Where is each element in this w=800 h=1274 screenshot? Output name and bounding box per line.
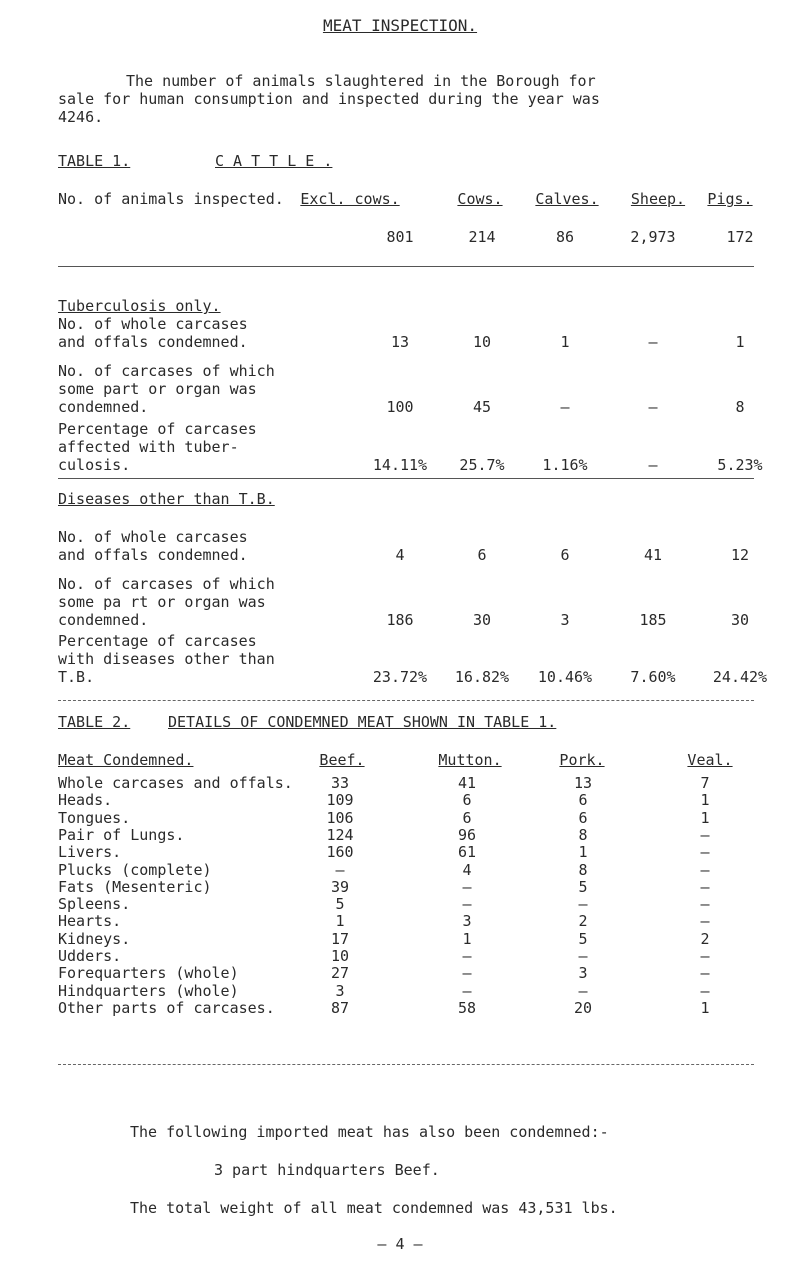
table-cell: 20: [573, 998, 593, 1017]
cell-value: 8: [735, 398, 745, 416]
table-row-label: Heads.: [58, 791, 113, 810]
table-cell: 109: [326, 791, 354, 810]
table-cell: –: [462, 877, 472, 896]
inspected-value: 2,973: [630, 228, 676, 246]
table-cell: 1: [700, 808, 710, 827]
cell-value: 10.46%: [537, 668, 593, 686]
inspected-value: 214: [468, 228, 496, 246]
table-cell: 1: [700, 998, 710, 1017]
table-cell: –: [335, 860, 345, 879]
cell-value: 1.16%: [542, 456, 588, 474]
table-cell: 160: [326, 843, 354, 862]
column-header: Mutton.: [438, 751, 502, 769]
table-cell: 1: [335, 912, 345, 931]
cell-value: 12: [730, 546, 750, 564]
column-header: Beef.: [319, 751, 365, 769]
cell-value: 5.23%: [717, 456, 763, 474]
row-label: and offals condemned.: [58, 333, 248, 351]
table-row-label: Fats (Mesenteric): [58, 877, 212, 896]
table-cell: 6: [462, 808, 472, 827]
table-cell: –: [462, 981, 472, 1000]
table2-header-label: Meat Condemned.: [58, 751, 194, 769]
cell-value: 3: [560, 611, 570, 629]
table-cell: –: [700, 981, 710, 1000]
row-label: with diseases other than: [58, 650, 275, 668]
inspected-value: 172: [726, 228, 754, 246]
table-cell: –: [462, 895, 472, 914]
cell-value: 1: [560, 333, 570, 351]
footer-line-3: The total weight of all meat condemned was 43,531 lbs.: [130, 1199, 618, 1217]
cell-value: 10: [472, 333, 492, 351]
cell-value: –: [560, 398, 570, 416]
table-row-label: Livers.: [58, 843, 122, 862]
other-diseases-heading: Diseases other than T.B.: [58, 490, 275, 508]
table-cell: –: [700, 860, 710, 879]
table-cell: 1: [700, 791, 710, 810]
table2-title: DETAILS OF CONDEMNED MEAT SHOWN IN TABLE 1.: [168, 713, 557, 731]
table-cell: –: [700, 877, 710, 896]
table-row-label: Hearts.: [58, 912, 122, 931]
table-cell: 3: [578, 964, 588, 983]
table-cell: 5: [335, 895, 345, 914]
table-cell: 6: [578, 791, 588, 810]
divider: [58, 1064, 754, 1065]
table-cell: 8: [578, 825, 588, 844]
table-cell: 1: [578, 843, 588, 862]
row-label: Percentage of carcases: [58, 420, 257, 438]
row-label: No. of whole carcases: [58, 528, 248, 546]
row-label: and offals condemned.: [58, 546, 248, 564]
row-label: T.B.: [58, 668, 95, 686]
cell-value: 4: [395, 546, 405, 564]
divider: [58, 700, 754, 701]
cell-value: 7.60%: [630, 668, 676, 686]
table-row-label: Pair of Lungs.: [58, 825, 185, 844]
row-label: Percentage of carcases: [58, 632, 257, 650]
table-cell: –: [700, 964, 710, 983]
cell-value: –: [648, 398, 658, 416]
table-row-label: Other parts of carcases.: [58, 998, 275, 1017]
table-cell: 27: [330, 964, 350, 983]
column-header: Calves.: [535, 190, 599, 208]
column-header: Pork.: [559, 751, 605, 769]
cell-value: –: [648, 456, 658, 474]
table-cell: 4: [462, 860, 472, 879]
row-label: No. of carcases of which: [58, 575, 275, 593]
cell-value: 41: [643, 546, 663, 564]
table-cell: 3: [462, 912, 472, 931]
cell-value: 16.82%: [454, 668, 510, 686]
cell-value: 45: [472, 398, 492, 416]
table-cell: 2: [700, 929, 710, 948]
cell-value: 6: [477, 546, 487, 564]
cell-value: 13: [390, 333, 410, 351]
cell-value: 100: [386, 398, 414, 416]
table-cell: 106: [326, 808, 354, 827]
table-row-label: Kidneys.: [58, 929, 131, 948]
row-label: affected with tuber-: [58, 438, 239, 456]
intro-line-1: The number of animals slaughtered in the Borough for: [126, 72, 596, 90]
table-row-label: Tongues.: [58, 808, 131, 827]
inspected-value: 86: [555, 228, 575, 246]
cell-value: 6: [560, 546, 570, 564]
divider: [58, 478, 754, 479]
table-cell: 17: [330, 929, 350, 948]
table-cell: 41: [457, 774, 477, 792]
cell-value: 14.11%: [372, 456, 428, 474]
table-cell: 5: [578, 877, 588, 896]
table-row-label: Spleens.: [58, 895, 131, 914]
row-label: culosis.: [58, 456, 131, 474]
cell-value: 30: [730, 611, 750, 629]
table-cell: 33: [330, 774, 350, 792]
table-cell: 5: [578, 929, 588, 948]
table-cell: –: [462, 964, 472, 983]
table-cell: 61: [457, 843, 477, 862]
table-cell: 39: [330, 877, 350, 896]
table-row-label: Plucks (complete): [58, 860, 212, 879]
row-label: some pa rt or organ was: [58, 593, 266, 611]
table-cell: 6: [578, 808, 588, 827]
footer-line-1: The following imported meat has also been condemned:-: [130, 1123, 609, 1141]
divider: [58, 266, 754, 267]
table-cell: 2: [578, 912, 588, 931]
intro-line-3: 4246.: [58, 108, 104, 126]
tb-heading: Tuberculosis only.: [58, 297, 221, 315]
table-cell: 10: [330, 947, 350, 965]
table-cell: 1: [462, 929, 472, 948]
table-cell: 8: [578, 860, 588, 879]
cell-value: 186: [386, 611, 414, 629]
page-number: – 4 –: [377, 1235, 423, 1253]
table-cell: 87: [330, 998, 350, 1017]
table-row-label: Whole carcases and offals.: [58, 774, 293, 792]
table1-heading: C A T T L E .: [215, 152, 333, 170]
table-cell: 6: [462, 791, 472, 810]
table-cell: –: [700, 895, 710, 914]
cell-value: 25.7%: [459, 456, 505, 474]
table2-label: TABLE 2.: [58, 713, 131, 731]
column-header: Pigs.: [707, 190, 753, 208]
intro-line-2: sale for human consumption and inspected during the year was: [58, 90, 600, 108]
row-label: condemned.: [58, 611, 149, 629]
cell-value: 185: [639, 611, 667, 629]
table-cell: –: [578, 947, 588, 965]
table-row-label: Hindquarters (whole): [58, 981, 239, 1000]
table-row-label: Forequarters (whole): [58, 964, 239, 983]
cell-value: 23.72%: [372, 668, 428, 686]
table-cell: –: [578, 895, 588, 914]
table-cell: –: [700, 947, 710, 965]
table-row-label: Udders.: [58, 947, 122, 965]
column-header: Sheep.: [630, 190, 686, 208]
page-title: MEAT INSPECTION.: [322, 16, 478, 35]
cell-value: 24.42%: [712, 668, 768, 686]
row-label: No. of carcases of which: [58, 362, 275, 380]
table1-label: TABLE 1.: [58, 152, 131, 170]
table-cell: 58: [457, 998, 477, 1017]
column-header: Cows.: [457, 190, 503, 208]
row-label: condemned.: [58, 398, 149, 416]
column-header: Veal.: [687, 751, 733, 769]
table-cell: 13: [573, 774, 593, 792]
row-label: No. of whole carcases: [58, 315, 248, 333]
table-cell: –: [578, 981, 588, 1000]
table-cell: 124: [326, 825, 354, 844]
table-cell: 3: [335, 981, 345, 1000]
cell-value: 1: [735, 333, 745, 351]
table-cell: –: [700, 912, 710, 931]
row-label: some part or organ was: [58, 380, 257, 398]
inspected-value: 801: [386, 228, 414, 246]
footer-line-2: 3 part hindquarters Beef.: [214, 1161, 440, 1179]
table-cell: –: [462, 947, 472, 965]
column-header: Excl. cows.: [300, 190, 400, 208]
inspected-row-label: No. of animals inspected.: [58, 190, 284, 208]
cell-value: 30: [472, 611, 492, 629]
cell-value: –: [648, 333, 658, 351]
table-cell: 7: [700, 774, 710, 792]
table-cell: 96: [457, 825, 477, 844]
table-cell: –: [700, 843, 710, 862]
table-cell: –: [700, 825, 710, 844]
